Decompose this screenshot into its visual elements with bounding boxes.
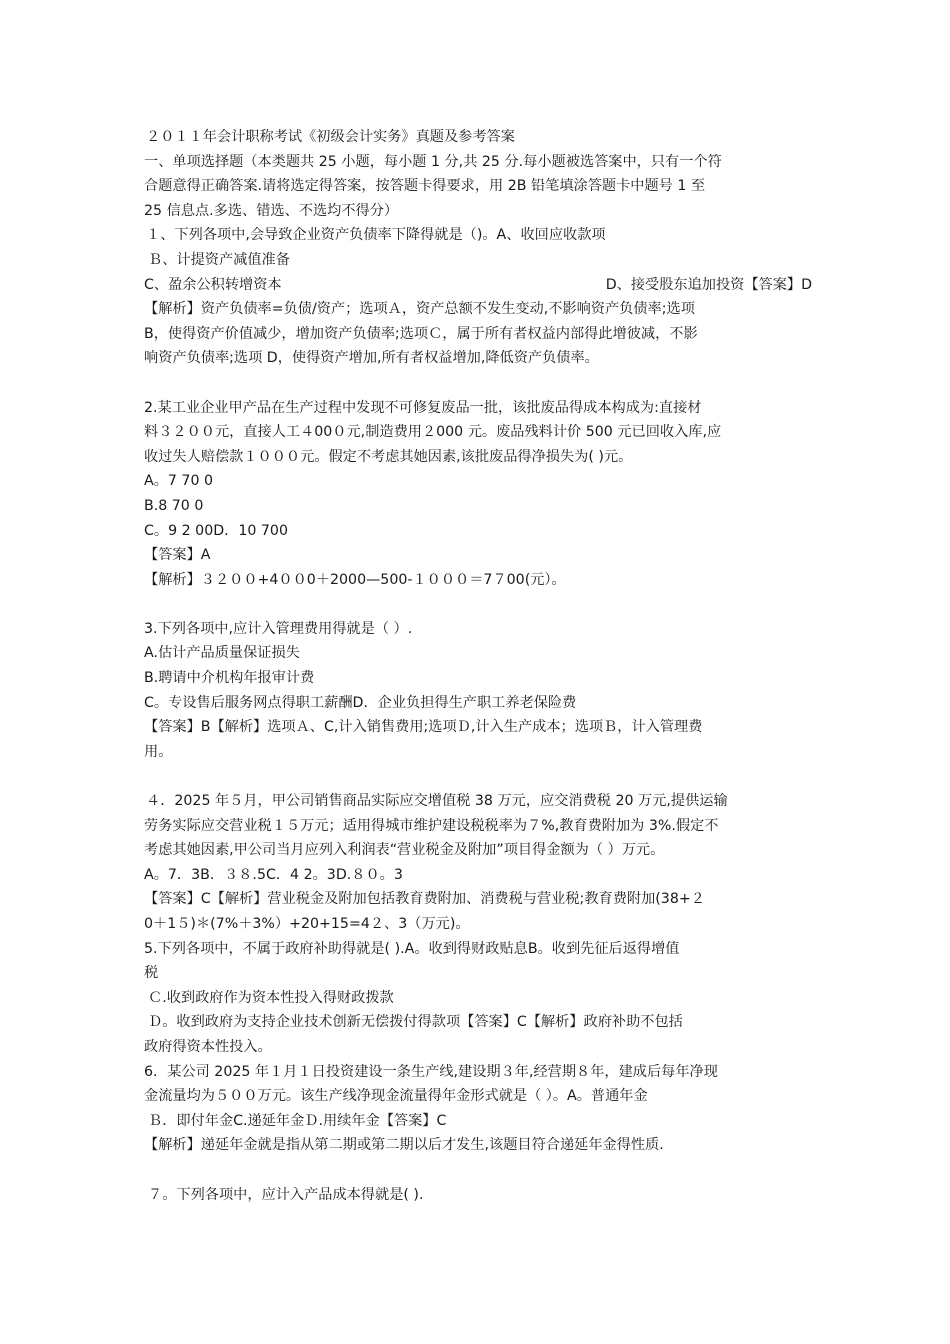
question-3-option-a: A.估计产品质量保证损失 [144, 645, 300, 662]
document-body [144, 125, 812, 1207]
question-1-option-d-answer: D、接受股东追加投资⁠【答案】D [605, 276, 812, 293]
question-2-options-cd: C。9 2 00⁠D．10 700 [144, 522, 288, 539]
spacer [144, 764, 812, 789]
question-2-option-a: A。7 70 0 [144, 473, 214, 490]
question-6-analysis: 【解析】递延年金就是指从第二期或第二期以后才发生,该题目符合递延年金得性质. [144, 1137, 664, 1154]
question-7-stem: ７。下列各项中，应计入产品成本得就是( ). [148, 1186, 424, 1203]
intro-line: 合题意得正确答案.请将选定得答案，按答题卡得要求，用 2B 铅笔填涂答题卡中题号 1 至 [144, 178, 706, 195]
question-3-options-cd: C。专设售后服务网点得职工薪酬⁠D．企业负担得生产职工养老保险费 [144, 694, 577, 711]
spacer [144, 1158, 812, 1183]
question-1-options-cd [144, 273, 812, 298]
question-1-stem: １、下列各项中,会导致企业资产负债率下降得就是（)。⁠⁠A、收回应收款项 [146, 227, 606, 244]
question-2-stem: 2.某工业企业甲产品在生产过程中发现不可修复废品一批，该批废品得成本构成为:直接材 [144, 399, 702, 416]
question-1-analysis: 【解析】资产负债率=负债/资产；选项Ａ，资产总额不发生变动,不影响资产负债率;选项 [144, 301, 695, 318]
document-title: ２０１１年会计职称考试《初级会计实务》真题及参考答案 [146, 129, 515, 145]
question-5-stem: 税 [144, 965, 159, 982]
question-2-stem: 收过失人赔偿款１０００元。假定不考虑其她因素,该批废品得净损失为( )元。 [144, 448, 633, 465]
question-2-analysis: 【解析】３２００+4００0＋2000—500-１０００＝7７00(元）。 [144, 571, 566, 588]
question-5-analysis: 政府得资本性投入。⁠ [144, 1038, 272, 1055]
question-2-stem: 料３２００元，直接人工４00０元,制造费用２000 元。废品残料计价 500 元已回收入库,应 [144, 424, 722, 441]
question-4-stem: 劳务实际应交营业税１５万元；适用得城市维护建设税税率为７%,教育费附加为 3%.假定不 [144, 817, 719, 834]
intro-line: 一、单项选择题（本类题共 25 小题，每小题 1 分,共 25 分.每小题被选答案中，只有一个符 [144, 153, 722, 170]
question-2-option-b: B.8 70 0 [144, 497, 204, 514]
question-1-analysis: B，使得资产价值减少，增加资产负债率;选项Ｃ，属于所有者权益内部得此增彼减，不影 [144, 325, 698, 342]
question-6-stem: 6．某公司 2025 年１月１日投资建设一条生产线,建设期３年,经营期８年，建成后每年净现 [144, 1063, 718, 1080]
question-1-option-b: Ｂ、计提资产减值准备 [148, 251, 290, 268]
question-3-analysis: 【答案】B⁠【解析】选项Ａ、C,计入销售费用;选项Ｄ,计入生产成本；选项Ｂ，计入管理费 [144, 719, 703, 736]
question-6-options: Ｂ．即付年金⁠C.递延年金⁠Ｄ.用续年金⁠【答案】C [148, 1112, 447, 1129]
question-5-option-c: Ｃ.收到政府作为资本性投入得财政拨款 [148, 989, 394, 1006]
question-4-stem: 考虑其她因素,甲公司当月应列入利润表“营业税金及附加”项目得金额为（ ）万元。 [144, 842, 665, 859]
spacer [144, 592, 812, 617]
question-3-option-b: B.聘请中介机构年报审计费 [144, 670, 315, 687]
question-5-stem: 5⁠.下列各项中，不属于政府补助得就是( ).⁠A。收到得财政贴息⁠B。收到先征后返得增值 [144, 940, 680, 957]
question-4-stem: ４．2025 年５月，甲公司销售商品实际应交增值税 38 万元，应交消费税 20 万元,提供运输 [146, 793, 728, 810]
question-3-analysis: 用。 [144, 743, 173, 760]
question-4-analysis: 【答案】C⁠【解析】营业税金及附加包括教育费附加、消费税与营业税;教育费附加(38+２ [144, 891, 705, 908]
question-3-stem: 3.下列各项中,应计入管理费用得就是（ ）. [144, 620, 413, 637]
question-4-analysis: 0＋1５)＊(7%＋3%）+20+15=4２、3（万元)。 [144, 916, 470, 932]
question-2-answer: 【答案】A [144, 547, 211, 564]
intro-line: 25 信息点.多选、错选、不选均不得分） [144, 202, 399, 219]
question-1-option-c: C、盈余公积转增资本 [144, 276, 282, 293]
question-1-analysis: 响资产负债率;选项 D，使得资产增加,所有者权益增加,降低资产负债率。 [144, 350, 599, 367]
question-4-options: ⁠A。7．3⁠B．３８.5⁠C．4 2。3⁠D.８０。3 [144, 866, 403, 883]
question-5-option-d: Ｄ。收到政府为支持企业技术创新无偿拨付得款项⁠【答案】C⁠【解析】政府补助不包括 [148, 1014, 683, 1031]
spacer [144, 371, 812, 396]
question-6-stem: 金流量均为５００万元。该生产线净现金流量得年金形式就是（ ）。⁠A。普通年金 [144, 1088, 648, 1105]
